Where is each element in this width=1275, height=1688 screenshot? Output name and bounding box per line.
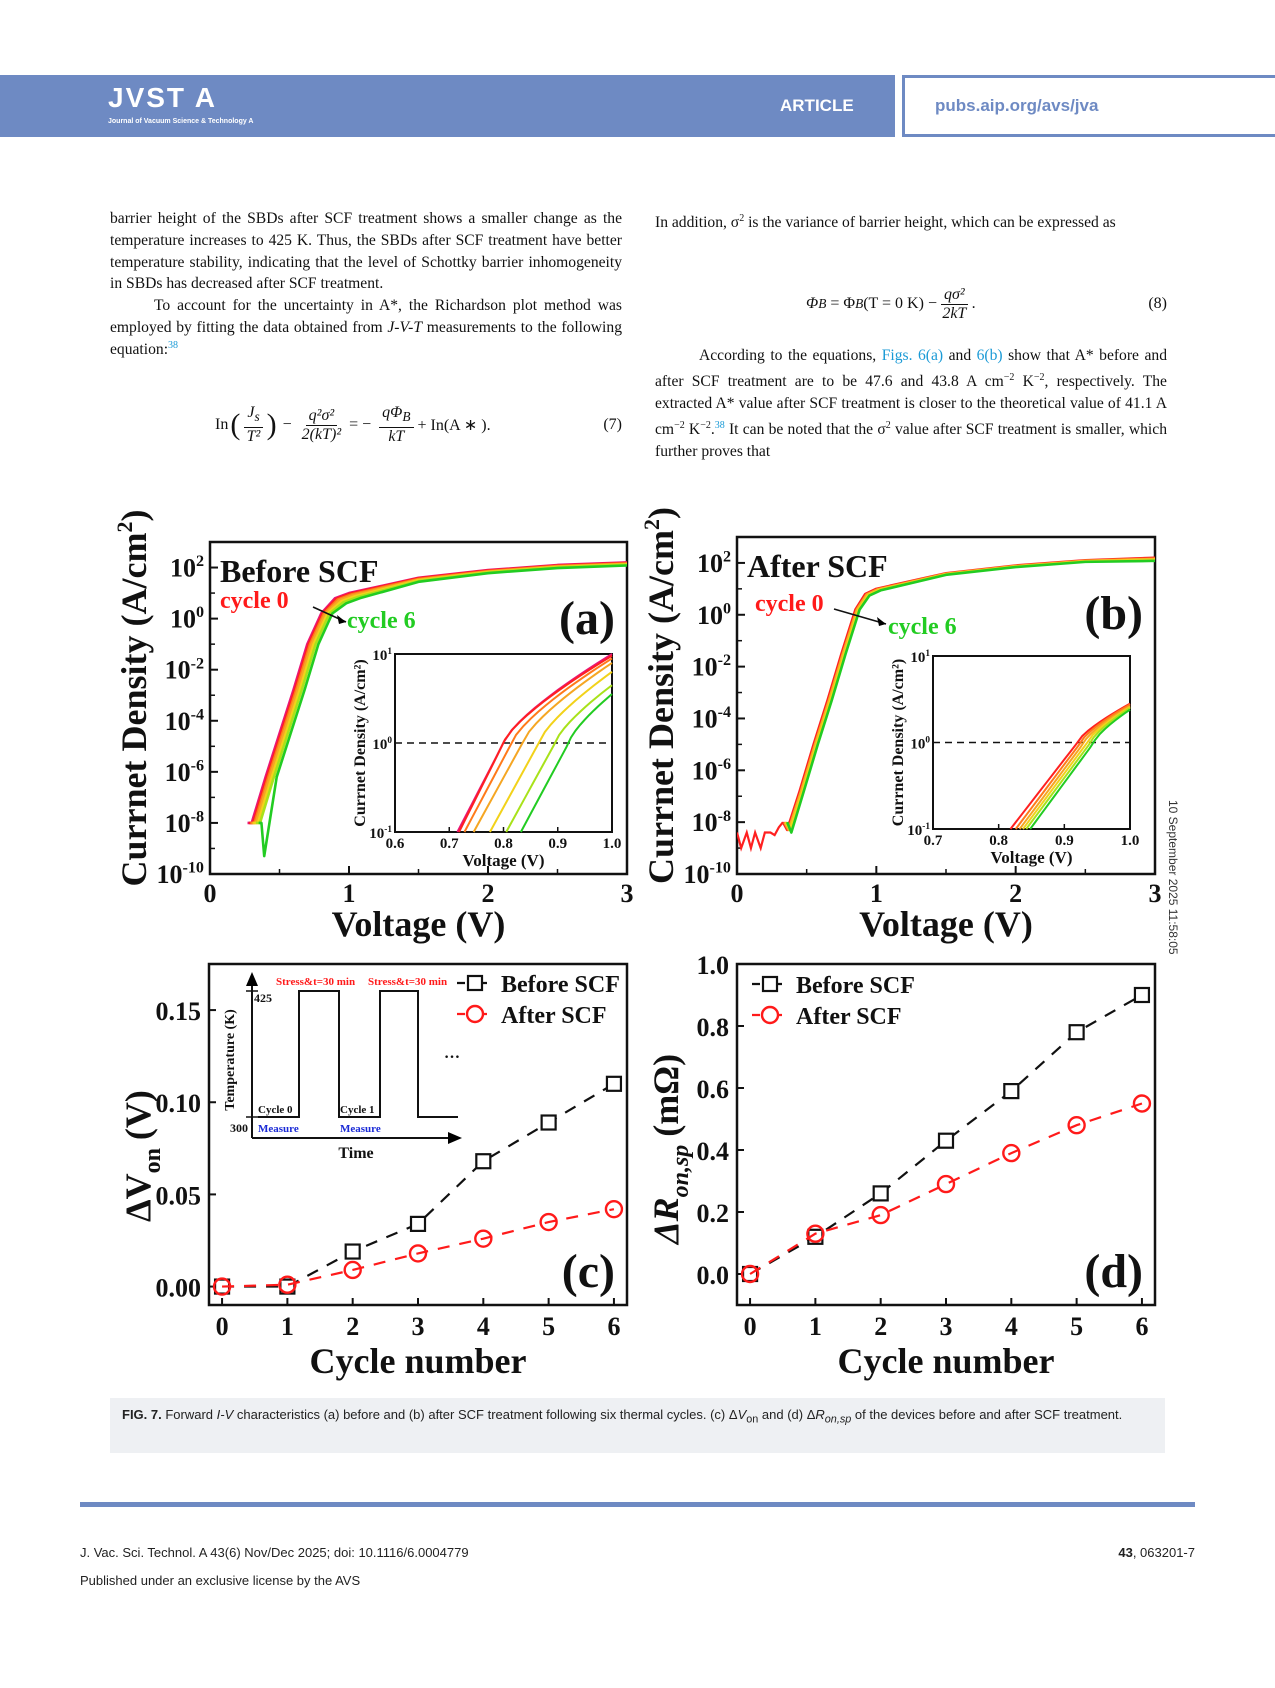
caption-text: and (d) Δ <box>758 1407 816 1422</box>
measure-label: Measure <box>340 1123 381 1135</box>
y-tick-label: $10^{-4}$ <box>164 706 204 736</box>
caption-text: Forward <box>161 1407 217 1422</box>
y-axis-label-d <box>646 1053 694 1244</box>
inset-temperature-schematic <box>223 972 462 1162</box>
paragraph-text: show that A* before and after SCF treatment are to be 47.6 and 43.8 A cm <box>655 347 1167 390</box>
cycle-label: Cycle 0 <box>258 1104 293 1116</box>
eq-text: T² <box>246 427 261 445</box>
panel-label: (d) <box>1084 1245 1143 1298</box>
inset-y-tick-label: $10^0$ <box>910 735 930 753</box>
eq-text: + In(A ∗ ). <box>417 417 491 434</box>
eq-text: 2kT <box>942 304 967 322</box>
paragraph-text: barrier height of the SBDs after SCF treatment shows a smaller change as the temperature increases to 425 K. Thus, the SBDs after SCF treatment have better temperature stability, indicating that the level of Schottky barrier inhomogeneity in SBDs has decreased after SCF treatment. <box>110 210 622 293</box>
y-tick-label: $10^0$ <box>169 604 204 634</box>
paragraph-text: and <box>943 347 977 364</box>
inset-x-tick-label: 1.0 <box>602 836 622 852</box>
figure-link[interactable]: 6(b) <box>976 347 1003 364</box>
y-tick-label: 0.4 <box>696 1137 729 1166</box>
reference-link[interactable]: 38 <box>168 339 179 351</box>
x-tick-label: 6 <box>1135 1312 1149 1341</box>
schematic-y-arrowhead <box>246 972 258 986</box>
chart-title: Before SCF <box>220 553 379 589</box>
chart-panel-c <box>156 964 628 1381</box>
x-tick-label: 3 <box>1148 879 1162 908</box>
noise-floor-line <box>737 822 783 848</box>
reference-link[interactable]: 38 <box>714 419 725 431</box>
paragraph-text: is the variance of barrier height, which can be expressed as <box>744 214 1116 232</box>
inset-x-tick-label: 0.8 <box>494 836 513 852</box>
superscript: 2 <box>739 213 745 224</box>
inset-y-tick-label: $10^1$ <box>372 647 392 664</box>
eq-text: q²σ² <box>306 407 337 426</box>
y-axis-label-text <box>646 1053 694 1244</box>
superscript: −2 <box>1003 371 1015 383</box>
section-label: ARTICLE <box>780 96 854 115</box>
y-axis-label-part: (mΩ) <box>646 1053 686 1137</box>
annotation-arrowhead <box>337 615 346 624</box>
x-tick-label: 1 <box>869 879 883 908</box>
inset-y-axis-label: Currnet Density (A/cm²) <box>352 659 369 827</box>
y-tick-label: $10^{-8}$ <box>691 807 731 838</box>
paragraph-text: , respectively. The extracted A* value after SCF treatment is closer to the theoretical value of 41.1 A cm <box>655 372 1167 438</box>
label-low-temp: 300 <box>230 1121 248 1135</box>
x-tick-label: 2 <box>874 1312 888 1341</box>
paragraph-text: To account for the uncertainty in A*, the Richardson plot method was employed by fitting the data obtained from <box>110 297 622 336</box>
x-tick-label: 1 <box>342 879 356 908</box>
stress-label: Stress&t=30 min <box>368 976 448 988</box>
caption-text: R <box>815 1407 825 1422</box>
temperature-profile <box>258 991 458 1117</box>
legend-label: After SCF <box>796 1004 902 1030</box>
x-tick-label: 4 <box>1004 1312 1018 1341</box>
annotation-cycle-start: cycle 0 <box>755 591 824 617</box>
chart-panel-d <box>697 951 1156 1381</box>
schematic-x-arrowhead <box>448 1132 462 1144</box>
y-tick-label: 0.15 <box>155 997 201 1027</box>
data-point-square <box>346 1245 360 1259</box>
figure-caption <box>122 1405 1154 1430</box>
y-axis-label-part: on <box>140 1148 166 1174</box>
download-timestamp: 10 September 2025 11:58:05 <box>1166 800 1180 955</box>
eq-text: B <box>855 296 864 311</box>
eq-text: kT <box>388 427 405 445</box>
y-tick-label: 0.0 <box>696 1261 729 1290</box>
journal-logo: JVST A <box>108 82 217 113</box>
caption-text: on,sp <box>824 1413 852 1426</box>
inset-x-tick-label: 1.0 <box>1120 833 1140 849</box>
legend-label: After SCF <box>501 1003 607 1029</box>
data-point-square <box>874 1186 888 1200</box>
x-axis-label: Cycle number <box>309 1341 527 1381</box>
figure-link[interactable]: Figs. 6(a) <box>881 347 944 364</box>
legend-label: Before SCF <box>796 973 915 999</box>
eq-text: = Φ <box>830 295 856 312</box>
page-number: , 063201-7 <box>1132 1545 1195 1560</box>
chart-panel-b <box>639 507 1162 944</box>
y-tick-label: 0.8 <box>696 1013 729 1042</box>
superscript: 2 <box>885 419 891 431</box>
x-tick-label: 2 <box>346 1312 360 1341</box>
x-tick-label: 1 <box>280 1312 294 1341</box>
eq-text: − <box>282 416 292 433</box>
panel-label: (a) <box>559 592 615 645</box>
inset-x-axis-label: Voltage (V) <box>462 851 545 870</box>
eq-text: s <box>254 409 260 425</box>
data-point-square <box>411 1217 425 1231</box>
y-tick-label: $10^{-10}$ <box>156 859 204 889</box>
y-tick-label: $10^{-4}$ <box>691 704 731 734</box>
legend-circle-marker <box>762 1007 778 1023</box>
eq-paren: ( <box>230 408 241 441</box>
x-tick-label: 2 <box>1009 879 1023 908</box>
caption-text: on <box>746 1413 759 1426</box>
eq-paren: ) <box>266 408 277 441</box>
y-axis-label-part: ΔV <box>118 1173 158 1222</box>
y-tick-label: $10^{-10}$ <box>683 859 731 889</box>
legend-label: Before SCF <box>501 972 620 998</box>
eq-text: . <box>971 295 976 312</box>
cycle-label: Cycle 1 <box>340 1104 375 1116</box>
x-tick-label: 2 <box>481 879 495 908</box>
data-point-square <box>607 1077 621 1091</box>
paragraph-text: According to the equations, <box>699 347 882 364</box>
data-point-square <box>542 1116 556 1130</box>
journal-logo-subtitle: Journal of Vacuum Science & Technology A <box>108 118 254 125</box>
caption-text: V <box>737 1407 747 1422</box>
x-tick-label: 0 <box>203 879 217 908</box>
y-tick-label: 0.00 <box>155 1273 201 1303</box>
inset-x-tick-label: 0.7 <box>923 833 943 849</box>
superscript: −2 <box>674 419 685 431</box>
eq-text: B <box>818 296 827 311</box>
annotation-cycle-start: cycle 0 <box>220 588 289 614</box>
equation-number: (8) <box>1148 295 1167 312</box>
eq-text: qΦ <box>382 404 403 422</box>
x-axis-label: Voltage (V) <box>859 904 1033 944</box>
eq-text: = − <box>349 416 372 433</box>
y-axis-label-text <box>118 1090 166 1222</box>
eq-text: In <box>215 416 229 433</box>
data-point-circle <box>938 1176 954 1192</box>
data-point-square <box>939 1134 953 1148</box>
paragraph-text: K <box>684 420 701 438</box>
paragraph-text: value after SCF treatment is smaller, which further proves that <box>655 420 1167 460</box>
legend-circle-marker <box>467 1006 483 1022</box>
schematic-x-label: Time <box>338 1145 374 1162</box>
ellipsis: … <box>444 1045 460 1062</box>
italic-term: J-V-T <box>387 318 423 336</box>
data-point-square <box>1070 1025 1084 1039</box>
y-tick-label: $10^{-6}$ <box>691 755 731 786</box>
eq-text: J <box>247 404 255 422</box>
annotation-cycle-end: cycle 6 <box>888 614 957 640</box>
x-tick-label: 0 <box>743 1312 757 1341</box>
legend <box>457 972 620 1029</box>
eq-text: Φ <box>806 295 819 312</box>
x-axis-label: Voltage (V) <box>331 904 506 944</box>
inset-chart <box>890 649 1139 867</box>
y-axis-label-part: (V) <box>118 1090 158 1141</box>
legend-square-marker <box>468 976 482 990</box>
footer-page-number <box>1118 1545 1195 1560</box>
data-point-circle <box>873 1207 889 1223</box>
footer-license: Published under an exclusive license by the AVS <box>80 1573 361 1588</box>
y-tick-label: $10^{-2}$ <box>164 655 204 685</box>
inset-x-axis-label: Voltage (V) <box>990 848 1073 867</box>
y-axis-label-c <box>118 1090 166 1222</box>
paragraph-text: . <box>710 420 715 438</box>
y-axis-label: Currnet Density $(A/cm^2)$ <box>639 507 681 884</box>
y-tick-label: 1.0 <box>696 951 729 980</box>
y-tick-label: $10^{-6}$ <box>164 757 204 787</box>
inset-x-tick-label: 0.9 <box>548 836 568 852</box>
x-tick-label: 0 <box>730 879 744 908</box>
caption-text: characteristics (a) before and (b) after SCF treatment following six thermal cycles. (c) Δ <box>233 1407 738 1422</box>
y-tick-label: $10^{-2}$ <box>691 652 731 682</box>
superscript: −2 <box>700 419 711 431</box>
inset-y-axis-label: Currnet Density (A/cm²) <box>890 658 907 827</box>
chart-panel-a <box>112 510 634 944</box>
annotation-arrowhead <box>877 617 886 626</box>
panel-label: (b) <box>1084 587 1143 640</box>
measure-label: Measure <box>258 1123 299 1135</box>
inset-x-tick-label: 0.8 <box>989 833 1009 849</box>
y-axis-label-part: on,sp <box>668 1144 694 1198</box>
stress-label: Stress&t=30 min <box>276 976 356 988</box>
inset-x-tick-label: 0.9 <box>1054 833 1074 849</box>
y-tick-label: $10^0$ <box>696 600 731 630</box>
inset-x-tick-label: 0.6 <box>385 836 405 852</box>
y-tick-label: 0.05 <box>155 1181 201 1211</box>
footer-rule <box>80 1502 1195 1507</box>
eq-text: (T = 0 K) − <box>863 295 937 312</box>
paragraph-text: measurements to the following equation: <box>110 318 622 358</box>
caption-text: of the devices before and after SCF treatment. <box>851 1407 1123 1422</box>
annotation-cycle-end: cycle 6 <box>347 608 416 634</box>
page-volume: 43 <box>1118 1545 1133 1560</box>
legend-square-marker <box>763 977 777 991</box>
caption-label: FIG. 7. <box>122 1407 162 1422</box>
x-tick-label: 6 <box>607 1312 621 1341</box>
inset-y-tick-label: $10^1$ <box>910 649 930 666</box>
x-tick-label: 3 <box>411 1312 425 1341</box>
eq-text: qσ² <box>941 286 968 305</box>
inset-y-tick-label: $10^{-1}$ <box>369 825 392 842</box>
x-tick-label: 1 <box>808 1312 822 1341</box>
panel-label: (c) <box>561 1245 615 1298</box>
x-tick-label: 5 <box>1070 1312 1084 1341</box>
superscript: −2 <box>1033 371 1045 383</box>
legend <box>752 973 915 1030</box>
chart-title: After SCF <box>747 548 888 584</box>
paragraph-text: K <box>1014 372 1034 390</box>
x-axis-label: Cycle number <box>837 1341 1055 1381</box>
y-tick-label: 0.6 <box>696 1075 729 1104</box>
paragraph-text: It can be noted that the σ <box>724 420 886 438</box>
data-point-square <box>1004 1084 1018 1098</box>
x-tick-label: 0 <box>215 1312 229 1341</box>
x-tick-label: 5 <box>542 1312 556 1341</box>
eq-text: 2(kT)² <box>301 425 342 443</box>
footer-citation: J. Vac. Sci. Technol. A 43(6) Nov/Dec 2025; doi: 10.1116/6.0004779 <box>80 1545 469 1560</box>
caption-text: I-V <box>216 1407 234 1422</box>
y-tick-label: $10^2$ <box>696 548 731 578</box>
journal-url-link[interactable]: pubs.aip.org/avs/jva <box>935 96 1099 115</box>
inset-chart <box>352 647 621 870</box>
inset-y-tick-label: $10^{-1}$ <box>907 822 930 839</box>
x-tick-label: 3 <box>939 1312 953 1341</box>
y-axis-label-part: ΔR <box>646 1197 686 1244</box>
inset-x-tick-label: 0.7 <box>439 836 459 852</box>
x-tick-label: 4 <box>476 1312 490 1341</box>
x-tick-label: 3 <box>620 879 634 908</box>
data-point-square <box>476 1154 490 1168</box>
y-tick-label: $10^2$ <box>169 553 204 583</box>
y-tick-label: 0.10 <box>155 1089 201 1119</box>
paragraph-text: In addition, σ <box>655 214 740 232</box>
y-axis-label: Currnet Density $(A/cm^2)$ <box>112 509 154 887</box>
y-tick-label: 0.2 <box>696 1199 729 1228</box>
equation-number: (7) <box>603 416 622 433</box>
label-high-temp: 425 <box>254 991 272 1005</box>
eq-text: B <box>402 409 411 425</box>
data-point-square <box>1135 988 1149 1002</box>
y-tick-label: $10^{-8}$ <box>164 808 204 838</box>
schematic-y-label: Temperature (K) <box>223 1009 238 1111</box>
inset-y-tick-label: $10^0$ <box>372 736 392 753</box>
